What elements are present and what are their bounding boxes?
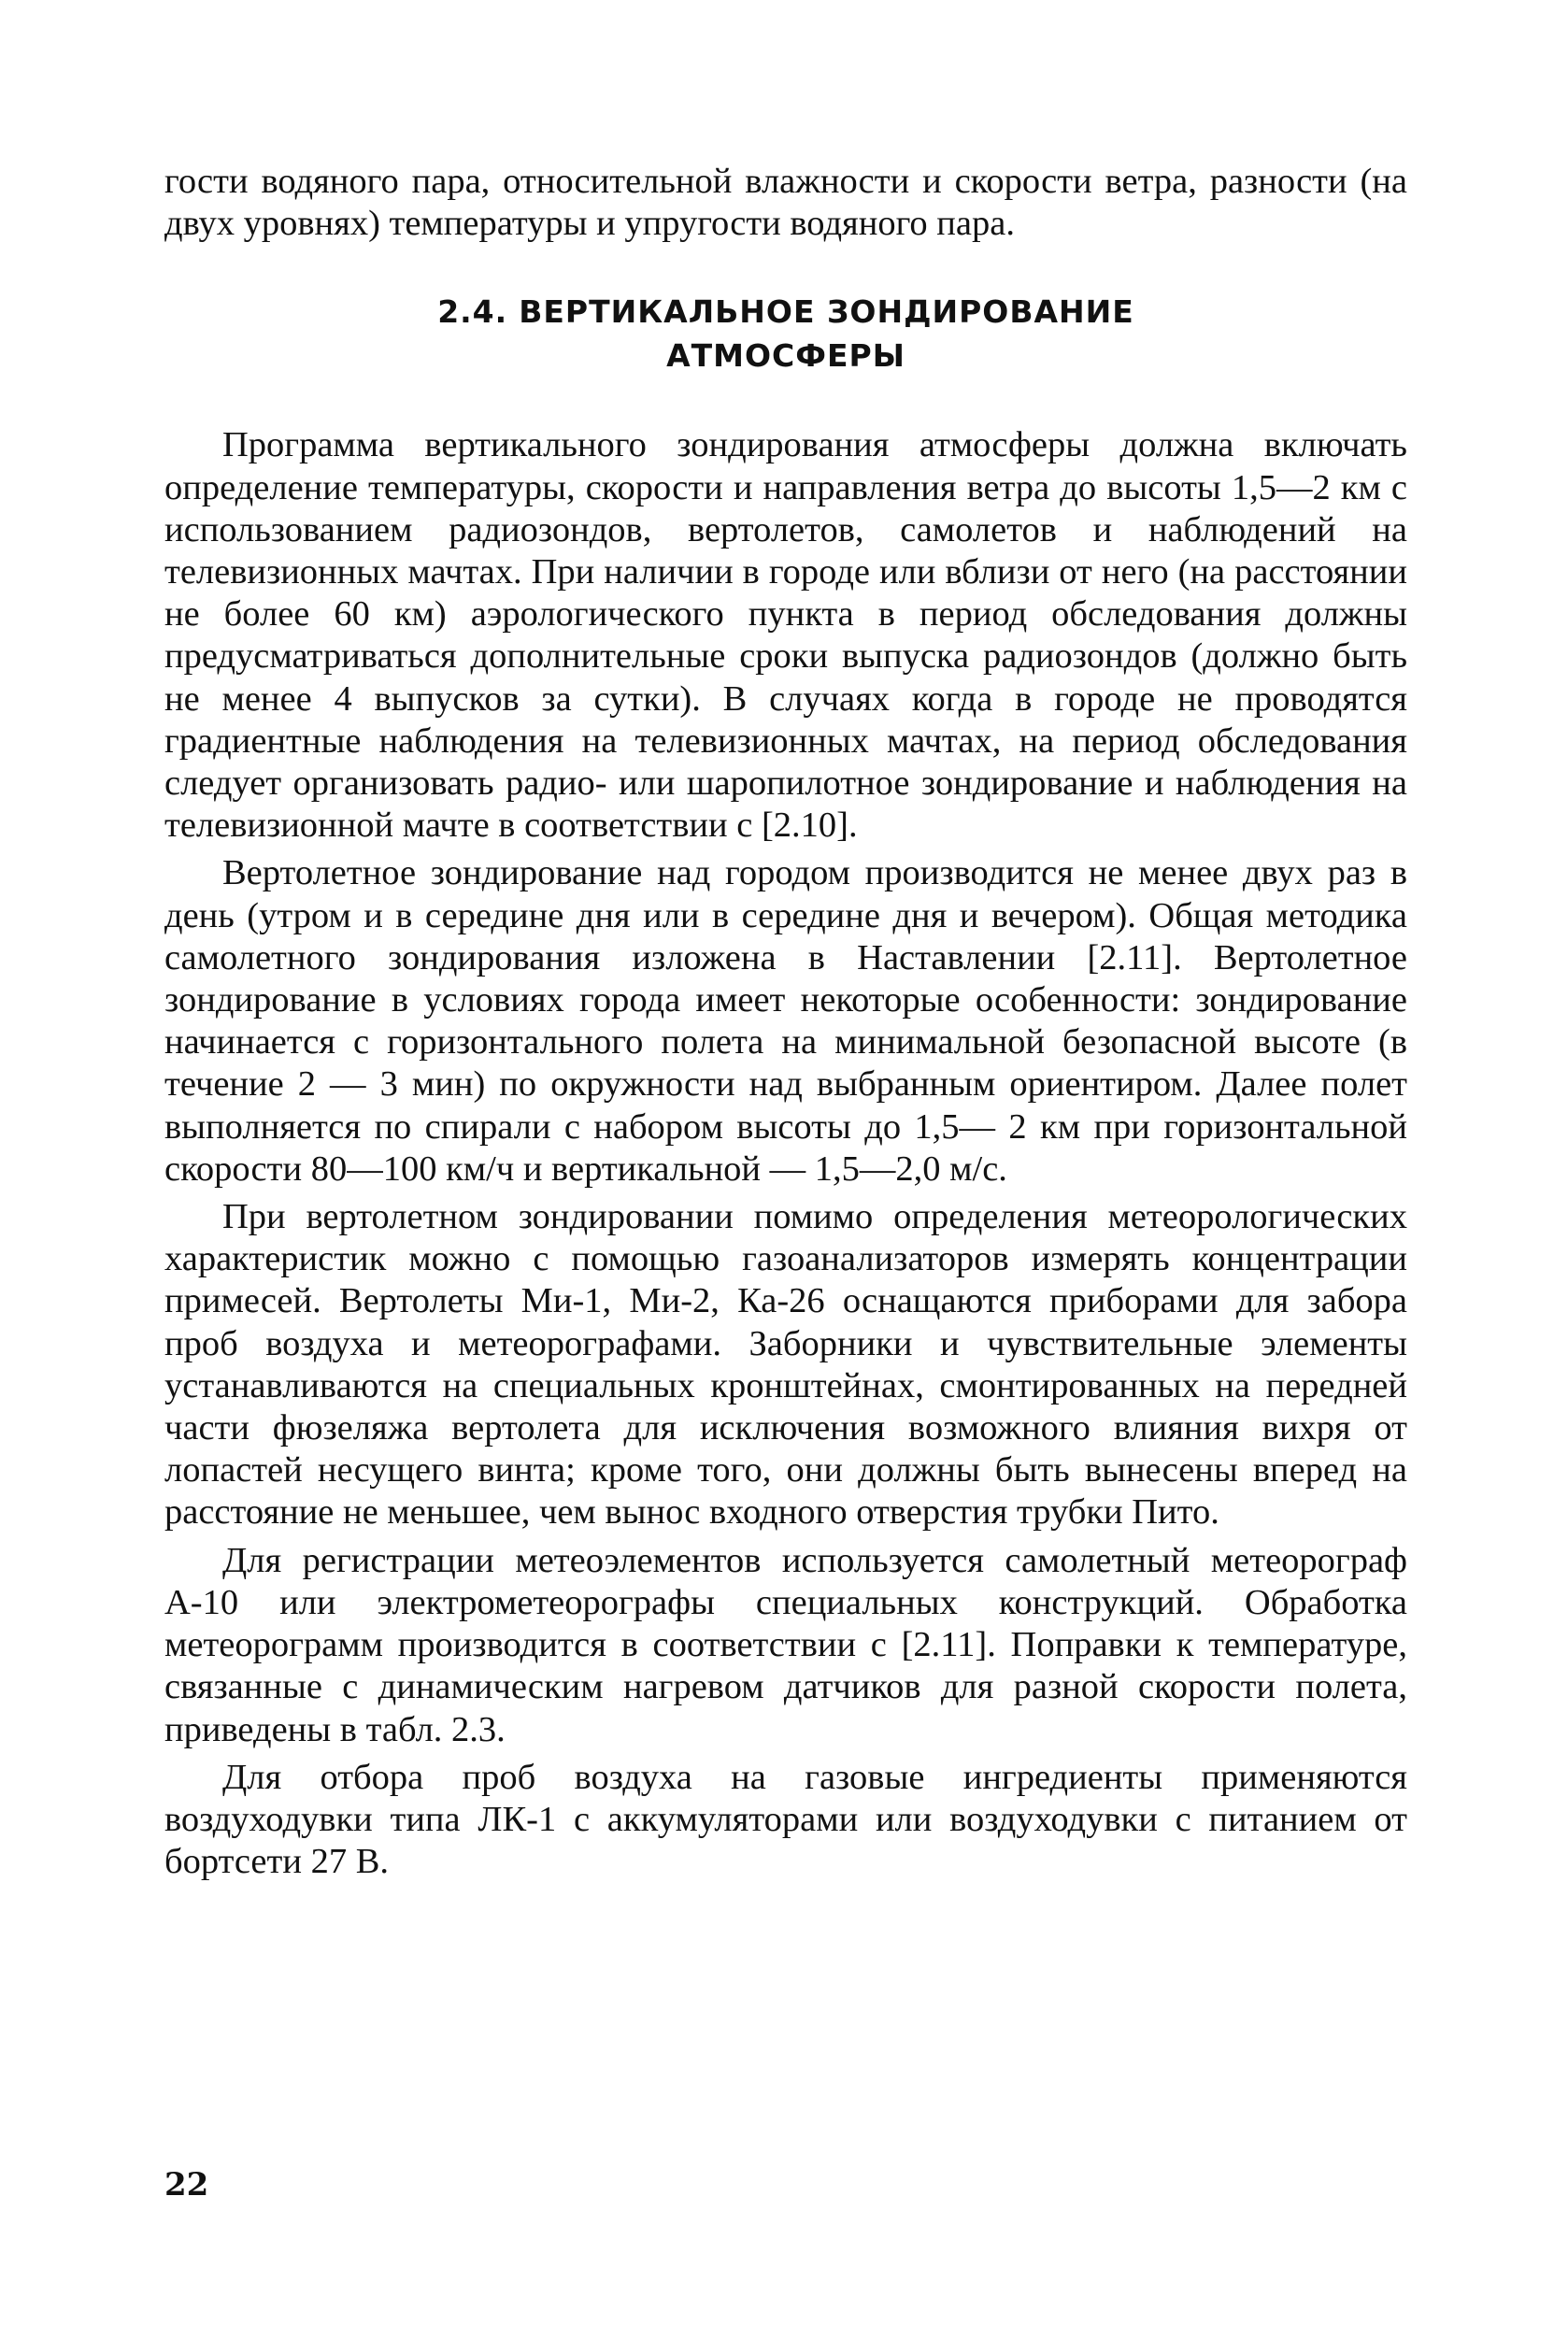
paragraph-meteorograph: Для регистрации метеоэлементов используется самолетный метеорограф А-10 или электрометеорографы специальных конструкций. Обработка метеорограмм производится в соответствии с [2.11]. Поправки к температуре, связанные с динамическим нагревом датчиков для разной скорости полета, приведены в табл. 2.3. — [164, 1540, 1407, 1749]
paragraph-helicopter-sounding: Вертолетное зондирование над городом производится не менее двух раз в день (утром и в середине дня или в середине дня и вечером). Общая методика самолетного зондирования изложена в Наставлении [2.11]. Вертолетное зондирование в условиях города имеет некоторые особенности: зондирование начинается с горизонтального полета на минимальной безопасной высоте (в течение 2 — 3 мин) по окружности над выбранным ориентиром. Далее полет выполняется по спирали с набором высоты до 1,5— 2 км при горизонтальной скорости 80—100 км/ч и вертикальной — 1,5—2,0 м/с. — [164, 853, 1407, 1189]
page-number: 22 — [164, 2166, 209, 2204]
paragraph-sounding-program: Программа вертикального зондирования атмосферы должна включать определение температуры, скорости и направления ветра до высоты 1,5—2 км с использованием радиозондов, вертолетов, самолетов и наблюдений на телевизионных мачтах. При наличии в городе или вблизи от него (на расстоянии не более 60 км) аэрологического пункта в период обследования должны предусматриваться дополнительные сроки выпуска радиозондов (должно быть не менее 4 выпусков за сутки). В случаях когда в городе не проводятся градиентные наблюдения на телевизионных мачтах, на период обследования следует организовать радио- или шаропилотное зондирование и наблюдения на телевизионной мачте в соответствии с [2.10]. — [164, 425, 1407, 846]
section-title-line1: ВЕРТИКАЛЬНОЕ ЗОНДИРОВАНИЕ — [519, 293, 1134, 331]
intro-paragraph: гости водяного пара, относительной влажности и скорости ветра, разности (на двух уровнях) температуры и упругости водяного пара. — [164, 162, 1407, 244]
section-title-line2: АТМОСФЕРЫ — [666, 337, 905, 375]
page-body — [164, 161, 1407, 1883]
section-number: 2.4. — [437, 293, 508, 331]
section-heading-line1 — [164, 290, 1407, 334]
paragraph-air-sampling: Для отбора проб воздуха на газовые ингредиенты применяются воздуходувки типа ЛК-1 с аккумуляторами или воздуходувки с питанием от бортсети 27 В. — [164, 1757, 1407, 1882]
section-heading — [164, 290, 1407, 378]
paragraph-gas-analyzers: При вертолетном зондировании помимо определения метеорологических характеристик можно с помощью газоанализаторов измерять концентрации примесей. Вертолеты Ми-1, Ми-2, Ка-26 оснащаются приборами для забора проб воздуха и метеорографами. Заборники и чувствительные элементы устанавливаются на специальных кронштейнах, смонтированных на передней части фюзеляжа вертолета для исключения возможного влияния вихря от лопастей несущего винта; кроме того, они должны быть вынесены вперед на расстояние не меньшее, чем вынос входного отверстия трубки Пито. — [164, 1197, 1407, 1533]
